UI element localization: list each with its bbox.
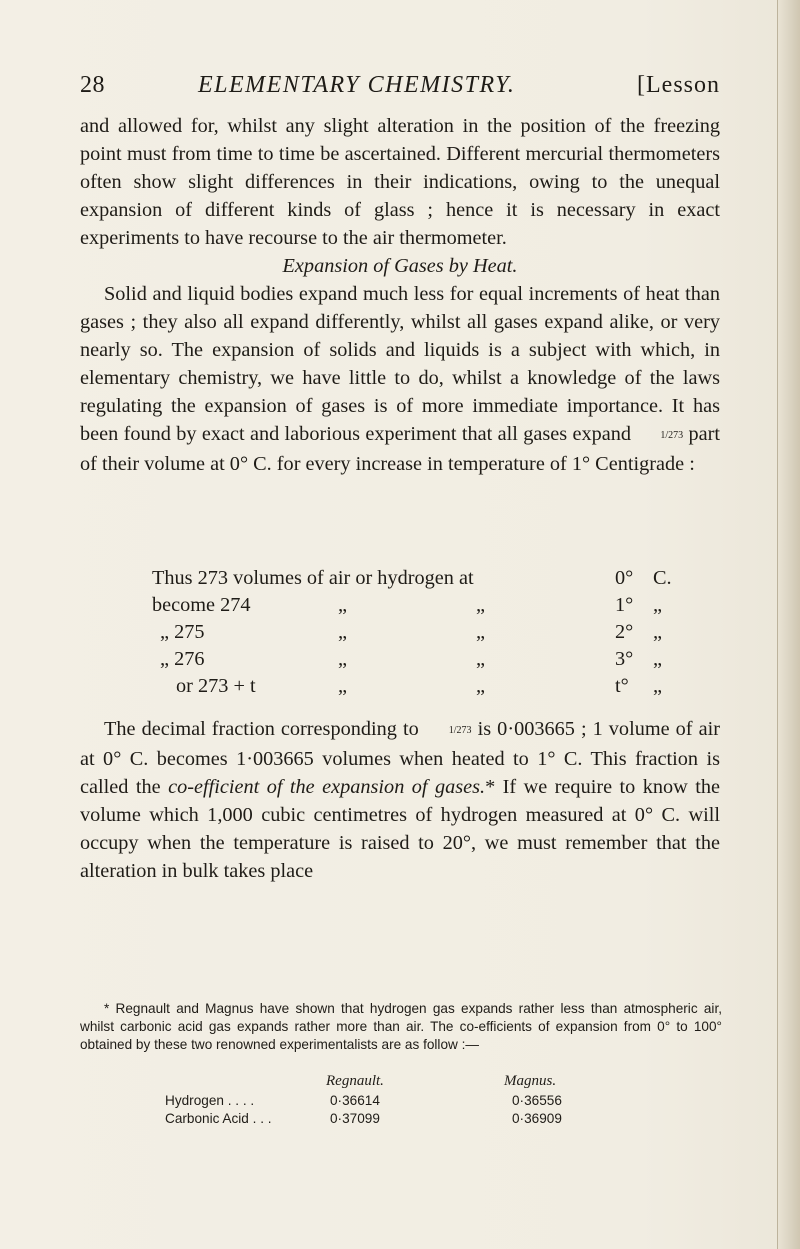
row-temperature: t°	[615, 675, 629, 697]
column-header-regnault: Regnault.	[326, 1073, 384, 1089]
fraction-1-273: 1/273	[448, 725, 472, 736]
ditto-mark: „	[338, 675, 348, 697]
table-row	[80, 594, 720, 620]
paragraph-3-text-c: * If we require to know the volume which 1,000 cubic centimetres of hydrogen measured at 0° C. will occupy when the temperature is raised to 20°, we must remember that the alteration in bulk takes place	[80, 776, 720, 882]
regnault-value: 0·37099	[330, 1111, 380, 1126]
ditto-mark: „	[653, 594, 663, 616]
table-row	[80, 1093, 720, 1111]
column-header-magnus: Magnus.	[504, 1073, 557, 1089]
paragraph-1: and allowed for, whilst any slight alteration in the position of the freezing point must from time to time be ascertained. Different mercurial thermometers often show slight differences in their indications, owing to the unequal expansion of different kinds of glass ; hence it is necessary in exact experiments to have recourse to the air thermometer.	[80, 115, 720, 249]
paragraph-3	[80, 715, 720, 885]
table-row	[80, 648, 720, 674]
magnus-value: 0·36909	[512, 1111, 562, 1126]
page-number: 28	[80, 72, 105, 98]
row-temperature: 2°	[615, 621, 634, 643]
row-label: become 274	[152, 594, 251, 616]
paragraph-3-text-a: The decimal fraction corresponding to	[104, 718, 419, 740]
main-text-continued	[80, 715, 720, 885]
substance-name: Carbonic Acid . . .	[165, 1111, 272, 1126]
row-label: „ 276	[160, 648, 205, 670]
ditto-mark: „	[338, 594, 348, 616]
defined-term: co-efficient of the expansion of gases.	[168, 776, 486, 798]
section-heading: Expansion of Gases by Heat.	[282, 255, 518, 277]
table-row	[80, 621, 720, 647]
substance-name: Hydrogen . . . .	[165, 1093, 255, 1108]
running-title: ELEMENTARY CHEMISTRY.	[198, 72, 516, 98]
running-header	[80, 72, 720, 104]
row-label: Thus 273 volumes of air or hydrogen at	[152, 567, 474, 589]
row-temperature: 1°	[615, 594, 634, 616]
ditto-mark: „	[653, 648, 663, 670]
ditto-mark: „	[476, 621, 486, 643]
volume-table	[80, 565, 720, 715]
lesson-label: [Lesson	[637, 72, 720, 98]
row-label: or 273 + t	[176, 675, 256, 697]
row-temperature: 3°	[615, 648, 634, 670]
ditto-mark: „	[476, 675, 486, 697]
paragraph-2-text-a: Solid and liquid bodies expand much less for equal increments of heat than gases ; they also all expand differently, whilst all gases expand alike, or very nearly so. The expansion of solids and liquids is a subject with which, in elementary chemistry, we have little to do, whilst a knowledge of the laws regulating the expansion of gases is of more immediate importance. It has been found by exact and laborious experiment that all gases expand	[80, 283, 720, 445]
fraction-1-273: 1/273	[660, 430, 684, 441]
ditto-mark: „	[476, 594, 486, 616]
table-row	[80, 567, 720, 593]
row-label: „ 275	[160, 621, 205, 643]
row-temperature: 0°	[615, 567, 634, 589]
footnote-table	[80, 1073, 720, 1133]
ditto-mark: „	[338, 621, 348, 643]
row-unit: C.	[653, 567, 672, 589]
page-edge	[777, 0, 800, 1249]
ditto-mark: „	[476, 648, 486, 670]
footnote	[80, 1000, 722, 1054]
ditto-mark: „	[653, 675, 663, 697]
ditto-mark: „	[338, 648, 348, 670]
paragraph-3-text-b: is 0·003665 ; 1 volume of air at 0° C. becomes 1·003665 volumes when heated to 1° C. This fraction is called the	[80, 718, 720, 798]
main-text	[80, 112, 720, 478]
regnault-value: 0·36614	[330, 1093, 380, 1108]
paragraph-2-text-b: part of their volume at 0° C. for every increase in temperature of 1° Centigrade :	[80, 423, 720, 475]
magnus-value: 0·36556	[512, 1093, 562, 1108]
ditto-mark: „	[653, 621, 663, 643]
table-row	[80, 675, 720, 701]
footnote-text: * Regnault and Magnus have shown that hydrogen gas expands rather less than atmospheric air, whilst carbonic acid gas expands rather more than air. The co-efficients of expansion from 0° to 100° obtained by these two renowned experimentalists are as follow :—	[80, 1001, 722, 1052]
table-row	[80, 1111, 720, 1129]
paragraph-2	[80, 280, 720, 478]
